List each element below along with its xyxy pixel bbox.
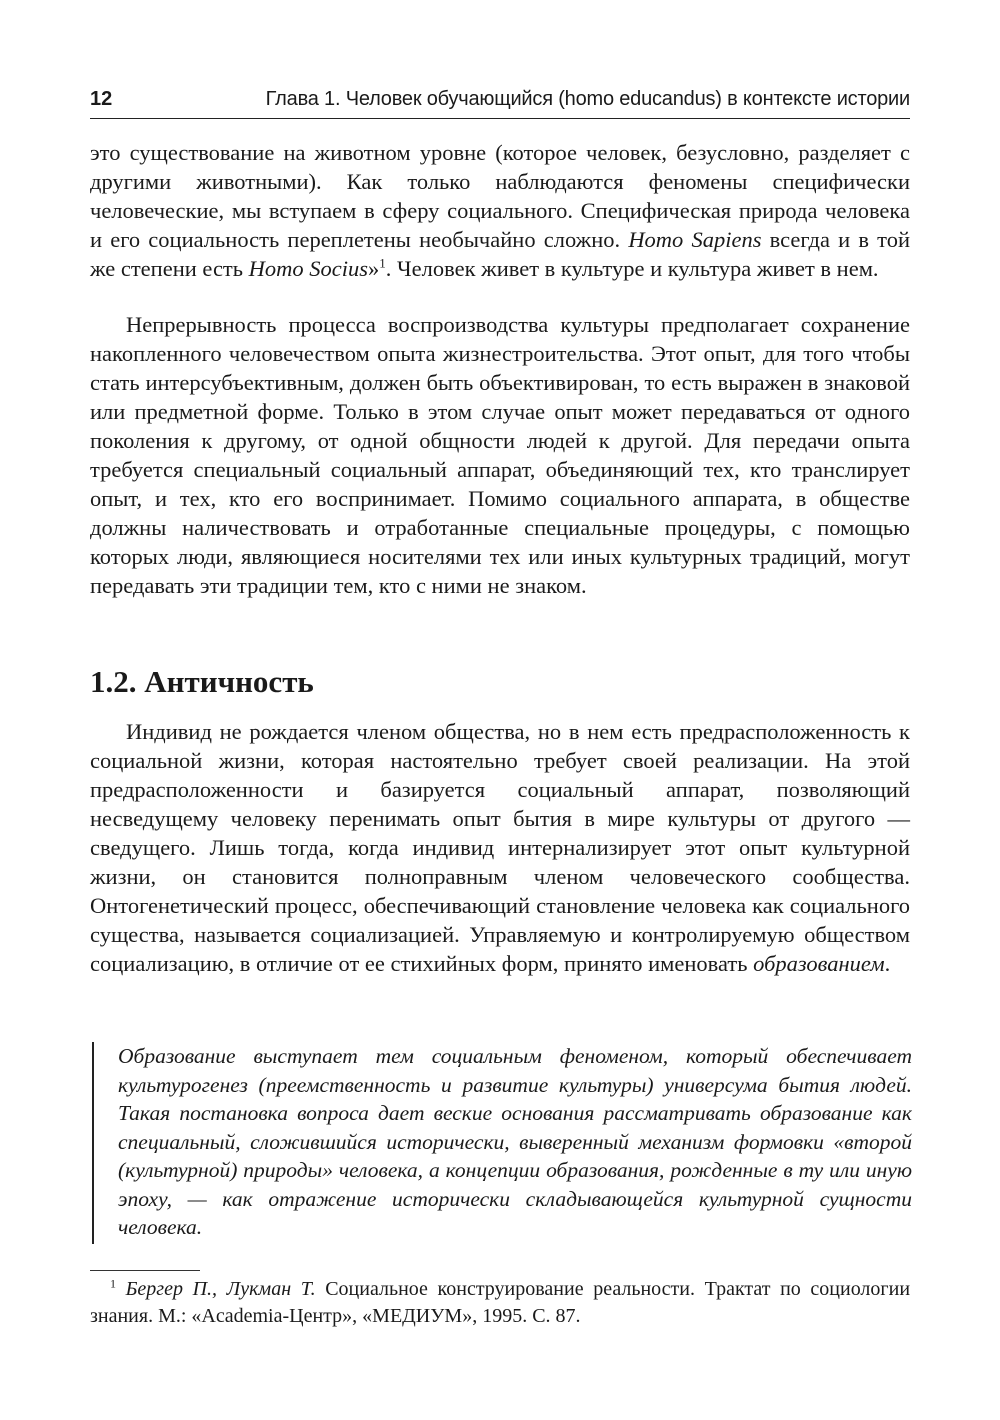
definition-text: Образование выступает тем социальным феноменом, который обеспечивает культурогенез (преемственность и развитие культуры) универсума бытия людей. Такая постановка вопроса дает веские основания рассматривать образование как специальный, сложившийся исторически, выверенный механизм формовки «второй (культурной) природы» человека, а концепции образования, рожденные в ту или иную эпоху, — как отражение исторически складывающейся культурной сущности человека. <box>118 1044 912 1239</box>
footnote-authors: Бергер П., Лукман Т. <box>125 1278 316 1300</box>
footnote-reference[interactable]: 1 <box>379 255 386 271</box>
section-paragraph <box>90 717 910 978</box>
page-number: 12 <box>90 88 113 110</box>
section-heading: 1.2. Античность <box>90 664 314 699</box>
footnote-citation: Социальное конструирование реальности. Трактат по социологии знания. М.: «Academia-Центр», «МЕДИУМ», 1995. С. 87. <box>90 1278 911 1327</box>
paragraph-text: » <box>368 256 380 281</box>
paragraph: Непрерывность процесса воспроизводства культуры предполагает сохранение накопленного человечеством опыта жизнестроительства. Этот опыт, для того чтобы стать интерсубъективным, должен быть объективирован, то есть выражен в знаковой или предметной форме. Только в этом случае опыт может передаваться от одного поколения к другому, от одной общности людей к другой. Для передачи опыта требуется специальный социальный аппарат, объединяющий тех, кто транслирует опыт, и тех, кто его воспринимает. Помимо социального аппарата, в обществе должны наличествовать и отработанные специальные процедуры, с помощью которых люди, являющиеся носителями тех или иных культурных традиций, могут передавать эти традиции тем, кто с ними не знаком. <box>90 312 910 598</box>
paragraph-continuation <box>90 138 910 283</box>
footnote <box>90 1276 910 1330</box>
paragraph-text: это существование на животном уровне (которое человек, безусловно, разделяет с другими животными). Как только наблюдаются феномены специфически человеческие, мы вступаем в сферу социального. Специфическая природа человека и его социальность переплетены необычайно сложно. <box>90 140 910 252</box>
italic-term: Homo Sapiens <box>628 227 762 252</box>
paragraph-text: всегда и в той же степени есть <box>90 227 911 281</box>
running-header <box>90 84 910 119</box>
footnote-marker: 1 <box>110 1276 116 1291</box>
definition-block <box>92 1042 912 1244</box>
italic-term: Homo Socius <box>248 256 369 281</box>
footnote-separator <box>90 1270 200 1271</box>
paragraph-text: . Человек живет в культуре и культура живет в нем. <box>385 256 879 281</box>
paragraph-text: Индивид не рождается членом общества, но в нем есть предрасположенность к социальной жизни, которая настоятельно требует своей реализации. На этой предрасположенности и базируется социальный аппарат, позволяющий несведущему человеку перенимать опыт бытия в мире культуры от другого — сведущего. Лишь тогда, когда индивид интернализирует этот опыт культурной жизни, он становится полноправным членом человеческого сообщества. Онтогенетический процесс, обеспечивающий становление человека как социального существа, называется социализацией. Управляемую и контролируемую обществом социализацию, в отличие от ее стихийных форм, принято именовать <box>90 719 910 976</box>
chapter-title: Глава 1. Человек обучающийся (homo educandus) в контексте истории <box>265 88 910 110</box>
paragraph-text: . <box>884 951 891 976</box>
italic-term: образованием <box>753 951 885 976</box>
